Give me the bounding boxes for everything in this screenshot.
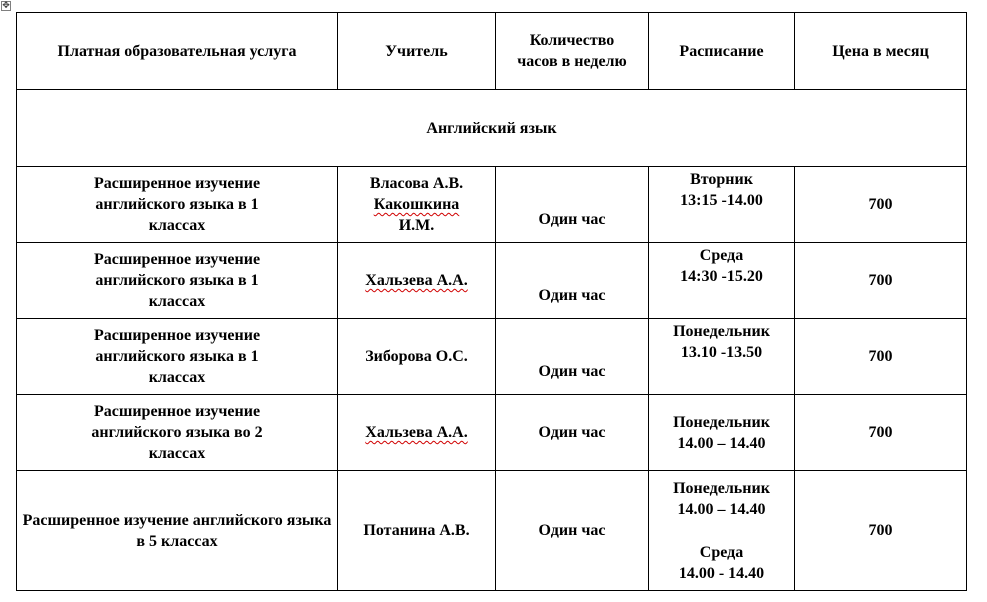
schedule-cell: Вторник 13:15 -14.00: [649, 167, 795, 243]
table-header-row: [17, 13, 967, 90]
service-cell: Расширенное изучение английского языка в 1 классах: [17, 319, 338, 395]
service-cell: Расширенное изучение английского языка во 2 классах: [17, 395, 338, 471]
service-cell: Расширенное изучение английского языка в 1 классах: [17, 167, 338, 243]
schedule-cell: Среда 14:30 -15.20: [649, 243, 795, 319]
schedule-cell: Понедельник 14.00 – 14.40 Среда 14.00 - 14.40: [649, 471, 795, 591]
price-cell: 700: [795, 167, 967, 243]
price-cell: 700: [795, 319, 967, 395]
table-row: [17, 243, 967, 319]
hours-cell: Один час: [496, 167, 649, 243]
price-cell: 700: [795, 243, 967, 319]
table-row: [17, 319, 967, 395]
spellcheck-underline: Хальзева А.А.: [365, 272, 468, 289]
teacher-cell: Потанина А.В.: [338, 471, 496, 591]
header-hours: Количество часов в неделю: [496, 13, 649, 90]
table-move-handle-icon[interactable]: ✥: [2, 1, 10, 11]
hours-cell: Один час: [496, 395, 649, 471]
section-row: [17, 90, 967, 167]
price-cell: 700: [795, 471, 967, 591]
spellcheck-underline: Хальзева А.А.: [365, 424, 468, 441]
header-schedule: Расписание: [649, 13, 795, 90]
hours-cell: Один час: [496, 243, 649, 319]
service-cell: Расширенное изучение английского языка в 5 классах: [17, 471, 338, 591]
teacher-cell: [338, 243, 496, 319]
teacher-cell: Зиборова О.С.: [338, 319, 496, 395]
teacher-cell: Власова А.В. Какошкина И.М.: [338, 167, 496, 243]
table-row: [17, 167, 967, 243]
hours-cell: Один час: [496, 319, 649, 395]
section-title: Английский язык: [17, 90, 967, 167]
table-row: [17, 471, 967, 591]
schedule-cell: Понедельник 13.10 -13.50: [649, 319, 795, 395]
header-teacher: Учитель: [338, 13, 496, 90]
service-cell: Расширенное изучение английского языка в 1 классах: [17, 243, 338, 319]
schedule-cell: Понедельник 14.00 – 14.40: [649, 395, 795, 471]
teacher-cell: [338, 395, 496, 471]
price-cell: 700: [795, 395, 967, 471]
table-row: [17, 395, 967, 471]
header-service: Платная образовательная услуга: [17, 13, 338, 90]
header-price: Цена в месяц: [795, 13, 967, 90]
hours-cell: Один час: [496, 471, 649, 591]
spellcheck-underline: Какошкина: [373, 196, 460, 213]
paid-services-table: [16, 12, 967, 591]
